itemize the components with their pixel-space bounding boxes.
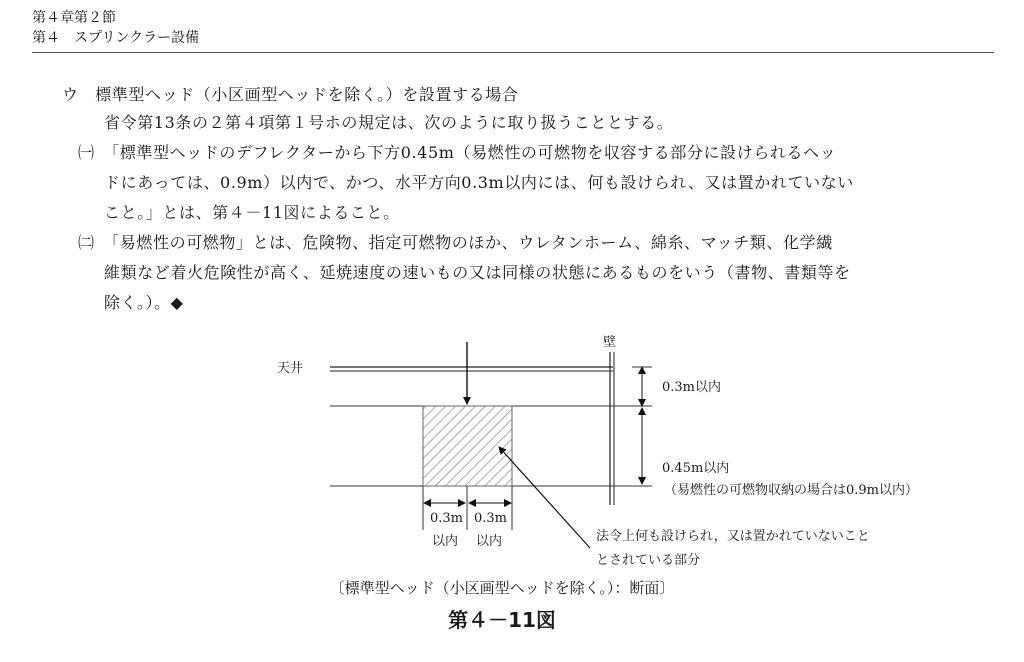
item-u-line: 省令第13条の２第４項第１号ホの規定は、次のように取り扱うこととする。	[104, 113, 674, 132]
dim-h-right-unit: 以内	[476, 534, 503, 549]
clearance-zone	[423, 406, 512, 486]
item-u-heading: ウ 標準型ヘッド（小区画型ヘッドを除く。）を設置する場合	[62, 85, 519, 104]
dim-vertical-bottom-label: 0.45m以内	[662, 461, 730, 476]
dim-h-right-value: 0.3m	[474, 511, 508, 526]
figure-caption-title: 第４－11図	[448, 608, 556, 632]
note-leader-arrow	[499, 447, 590, 548]
chapter-label: 第４章第２節	[32, 10, 116, 26]
item-i-line1: ㈡ 「易燃性の可燃物」とは、危険物、指定可燃物のほか、ウレタンホーム、綿糸、マッチ類、化学繊	[78, 233, 833, 252]
ceiling-label: 天井	[277, 361, 304, 376]
item-i-line3: 除く。）。◆	[104, 293, 184, 312]
dim-vertical-bottom-note: （易燃性の可燃物収納の場合は0.9m以内）	[664, 483, 919, 498]
figure-caption-sub: 〔標準型ヘッド（小区画型ヘッドを除く。）：断面〕	[329, 579, 675, 597]
wall-label: 壁	[603, 335, 617, 350]
item-a-line1: ㈠ 「標準型ヘッドのデフレクターから下方0.45m（易燃性の可燃物を収容する部分に設けられるヘッ	[78, 143, 837, 162]
note-line1: 法令上何も設けられ，又は置かれていないこと	[596, 529, 870, 544]
item-a-line3: こと。」とは、第４－11図によること。	[104, 203, 400, 222]
section-label: 第４ スプリンクラー設備	[32, 30, 200, 46]
item-i-line2: 維類など着火危険性が高く、延焼速度の速いもの又は同様の状態にあるものをいう（書物、書類等を	[104, 263, 851, 282]
note-line2: とされている部分	[596, 553, 701, 568]
dim-vertical-top-label: 0.3m以内	[662, 380, 722, 395]
dim-h-left-unit: 以内	[432, 534, 459, 549]
dim-h-left-value: 0.3m	[430, 511, 464, 526]
item-a-line2: ドにあっては、0.9m）以内で、かつ、水平方向0.3m以内には、何も設けられ、又は置かれていない	[104, 173, 854, 192]
